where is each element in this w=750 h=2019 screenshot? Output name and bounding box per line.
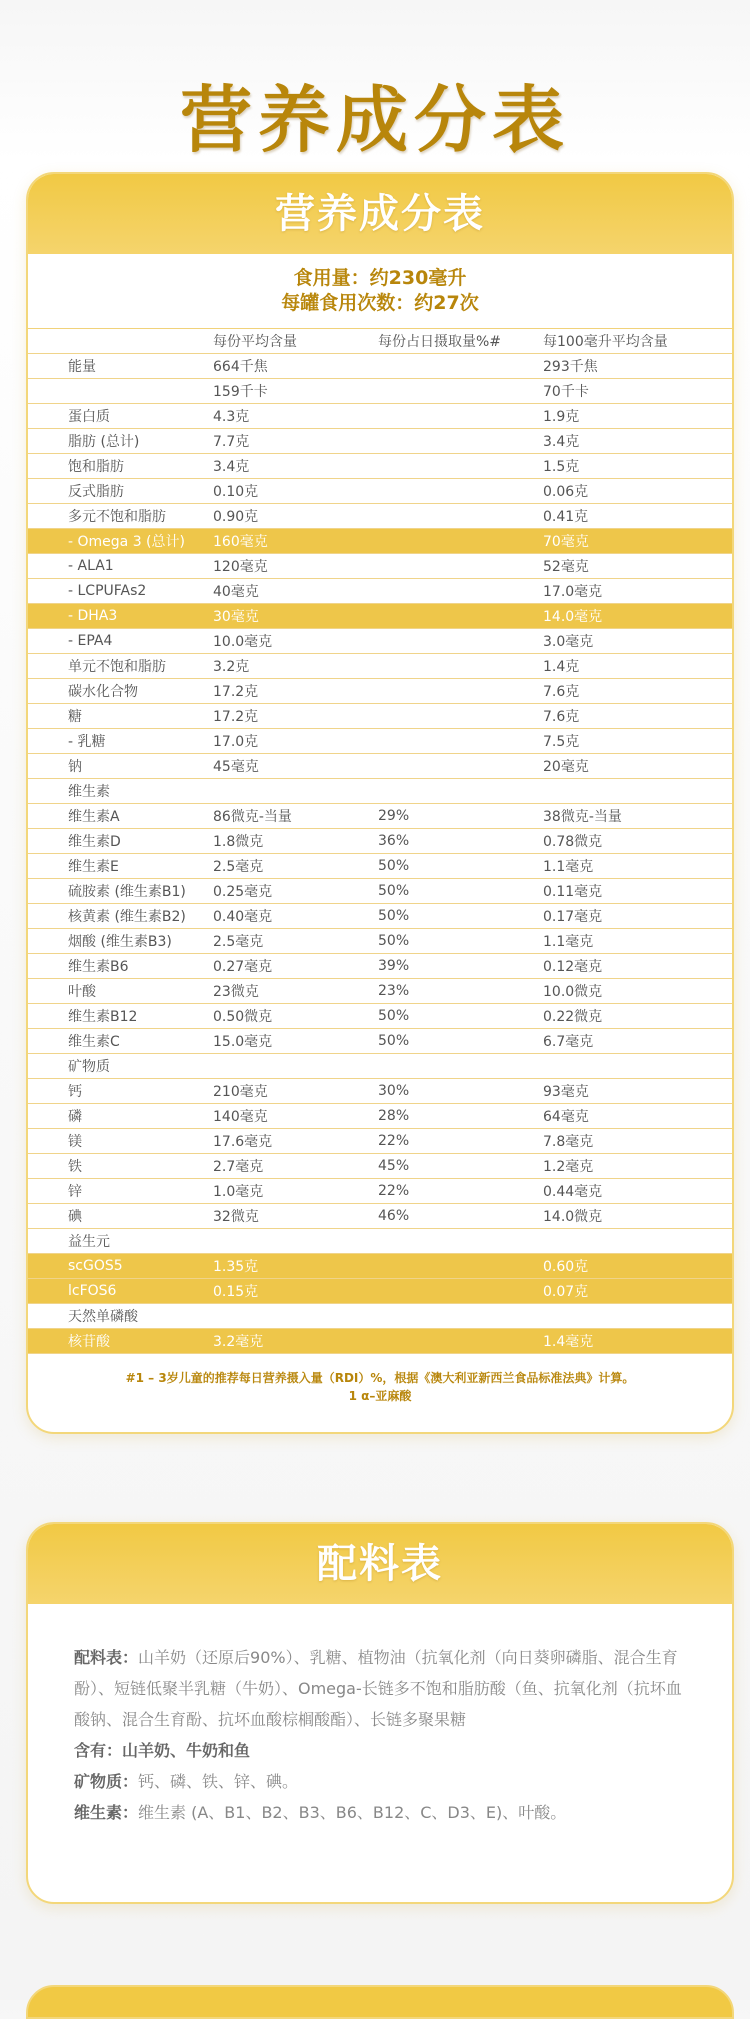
column-header-per-100ml: 每100毫升平均含量: [543, 329, 732, 354]
table-row: [28, 1154, 732, 1179]
per-serving-value: 3.2克: [213, 654, 378, 679]
table-row: [28, 1129, 732, 1154]
nutrient-name: 天然单磷酸: [28, 1304, 213, 1329]
per-100ml-value: 0.12毫克: [543, 954, 732, 979]
ingredients-card: [26, 1522, 734, 1904]
per-100ml-value: 1.5克: [543, 454, 732, 479]
ingredients-paragraph: [74, 1642, 686, 1735]
rdi-value: 22%: [378, 1179, 543, 1204]
rdi-value: 30%: [378, 1079, 543, 1104]
nutrient-name: 脂肪 (总计): [28, 429, 213, 454]
table-row: [28, 554, 732, 579]
contains-text: 山羊奶、牛奶和鱼: [122, 1741, 251, 1760]
table-row: [28, 629, 732, 654]
per-serving-value: 210毫克: [213, 1079, 378, 1104]
per-100ml-value: 10.0微克: [543, 979, 732, 1004]
page-title: 营养成分表: [179, 78, 570, 162]
nutrient-name: 反式脂肪: [28, 479, 213, 504]
ingredients-label: 配料表：: [74, 1648, 139, 1667]
nutrient-name: 糖: [28, 704, 213, 729]
rdi-value: [378, 454, 543, 479]
per-100ml-value: 7.6克: [543, 679, 732, 704]
nutrient-name: 维生素: [28, 779, 213, 804]
per-100ml-value: 0.07克: [543, 1279, 732, 1304]
per-serving-value: 0.50微克: [213, 1004, 378, 1029]
rdi-value: 50%: [378, 879, 543, 904]
table-row: [28, 854, 732, 879]
per-100ml-value: 7.6克: [543, 704, 732, 729]
per-serving-value: 17.0克: [213, 729, 378, 754]
table-row: [28, 354, 732, 379]
rdi-value: [378, 779, 543, 804]
nutrient-name: scGOS5: [28, 1254, 213, 1279]
table-row: [28, 1054, 732, 1079]
rdi-value: 50%: [378, 1004, 543, 1029]
nutrient-name: 叶酸: [28, 979, 213, 1004]
per-serving-value: 0.90克: [213, 504, 378, 529]
table-row: [28, 1279, 732, 1304]
per-100ml-value: 17.0毫克: [543, 579, 732, 604]
per-serving-value: 1.8微克: [213, 829, 378, 854]
nutrient-name: 铁: [28, 1154, 213, 1179]
nutrient-name: 蛋白质: [28, 404, 213, 429]
rdi-value: 39%: [378, 954, 543, 979]
nutrition-card-heading: 营养成分表: [28, 174, 732, 254]
nutrition-card: [26, 172, 734, 1434]
rdi-value: 36%: [378, 829, 543, 854]
rdi-value: [378, 1054, 543, 1079]
table-row: [28, 804, 732, 829]
per-serving-value: 3.2毫克: [213, 1329, 378, 1354]
per-serving-value: 120毫克: [213, 554, 378, 579]
contains-line: [74, 1735, 686, 1766]
rdi-value: [378, 1329, 543, 1354]
per-serving-value: [213, 1304, 378, 1329]
rdi-value: [378, 604, 543, 629]
table-row: [28, 404, 732, 429]
nutrient-name: - 乳糖: [28, 729, 213, 754]
rdi-value: [378, 729, 543, 754]
rdi-value: [378, 379, 543, 404]
nutrient-name: 烟酸 (维生素B3): [28, 929, 213, 954]
per-serving-value: 4.3克: [213, 404, 378, 429]
nutrient-name: 碘: [28, 1204, 213, 1229]
rdi-value: [378, 629, 543, 654]
per-100ml-value: 14.0微克: [543, 1204, 732, 1229]
per-serving-value: 30毫克: [213, 604, 378, 629]
per-100ml-value: 0.41克: [543, 504, 732, 529]
per-100ml-value: 0.06克: [543, 479, 732, 504]
table-row: [28, 429, 732, 454]
per-100ml-value: 0.78微克: [543, 829, 732, 854]
table-row: [28, 1104, 732, 1129]
rdi-value: [378, 654, 543, 679]
table-row: [28, 1229, 732, 1254]
table-row: [28, 1004, 732, 1029]
table-row: [28, 879, 732, 904]
per-100ml-value: 3.0毫克: [543, 629, 732, 654]
per-serving-value: 0.40毫克: [213, 904, 378, 929]
nutrient-name: 锌: [28, 1179, 213, 1204]
per-100ml-value: 1.9克: [543, 404, 732, 429]
rdi-value: [378, 1304, 543, 1329]
per-serving-value: 664千焦: [213, 354, 378, 379]
rdi-value: [378, 1279, 543, 1304]
per-serving-value: 1.0毫克: [213, 1179, 378, 1204]
per-serving-value: 1.35克: [213, 1254, 378, 1279]
nutrient-name: 维生素A: [28, 804, 213, 829]
table-row: [28, 729, 732, 754]
table-row: [28, 704, 732, 729]
rdi-value: 50%: [378, 929, 543, 954]
per-100ml-value: [543, 1054, 732, 1079]
per-100ml-value: 64毫克: [543, 1104, 732, 1129]
rdi-value: 23%: [378, 979, 543, 1004]
per-serving-value: 0.27毫克: [213, 954, 378, 979]
per-100ml-value: 70毫克: [543, 529, 732, 554]
table-row: [28, 529, 732, 554]
table-row: [28, 454, 732, 479]
per-serving-value: 32微克: [213, 1204, 378, 1229]
vitamins-text: 维生素 (A、B1、B2、B3、B6、B12、C、D3、E)、叶酸。: [138, 1803, 567, 1822]
rdi-value: [378, 479, 543, 504]
per-100ml-value: [543, 1304, 732, 1329]
ingredients-body: [28, 1604, 732, 1828]
rdi-value: [378, 554, 543, 579]
per-100ml-value: [543, 1229, 732, 1254]
per-serving-value: 2.7毫克: [213, 1154, 378, 1179]
per-serving-value: 40毫克: [213, 579, 378, 604]
rdi-value: [378, 504, 543, 529]
rdi-value: 50%: [378, 1029, 543, 1054]
per-serving-value: 2.5毫克: [213, 854, 378, 879]
per-serving-value: 0.10克: [213, 479, 378, 504]
table-header-row: [28, 329, 732, 354]
nutrient-name: [28, 379, 213, 404]
nutrient-name: 维生素B6: [28, 954, 213, 979]
per-100ml-value: 7.8毫克: [543, 1129, 732, 1154]
per-serving-value: 23微克: [213, 979, 378, 1004]
rdi-value: [378, 354, 543, 379]
per-100ml-value: 70千卡: [543, 379, 732, 404]
per-serving-value: 15.0毫克: [213, 1029, 378, 1054]
per-serving-value: 17.6毫克: [213, 1129, 378, 1154]
per-serving-value: 17.2克: [213, 704, 378, 729]
table-row: [28, 379, 732, 404]
nutrient-name: - LCPUFAs2: [28, 579, 213, 604]
per-100ml-value: 1.2毫克: [543, 1154, 732, 1179]
per-100ml-value: 1.1毫克: [543, 854, 732, 879]
per-serving-value: 0.15克: [213, 1279, 378, 1304]
table-row: [28, 1204, 732, 1229]
per-serving-value: 2.5毫克: [213, 929, 378, 954]
nutrient-name: 核黄素 (维生素B2): [28, 904, 213, 929]
footnote-ala: 1 α–亚麻酸: [348, 1389, 412, 1403]
table-row: [28, 579, 732, 604]
ingredients-text: 山羊奶（还原后90%）、乳糖、植物油（抗氧化剂（向日葵卵磷脂、混合生育酚）、短链低聚半乳糖（牛奶）、Omega-长链多不饱和脂肪酸（鱼、抗氧化剂（抗坏血酸钠、混合生育酚、抗坏血酸棕榈酸酯）、长链多聚果糖: [74, 1648, 682, 1729]
table-row: [28, 979, 732, 1004]
rdi-value: 50%: [378, 904, 543, 929]
next-section-header: [26, 1985, 734, 2019]
per-100ml-value: [543, 779, 732, 804]
nutrient-name: 钠: [28, 754, 213, 779]
per-serving-value: 159千卡: [213, 379, 378, 404]
per-100ml-value: 1.1毫克: [543, 929, 732, 954]
nutrient-name: lcFOS6: [28, 1279, 213, 1304]
rdi-value: 50%: [378, 854, 543, 879]
table-row: [28, 679, 732, 704]
nutrient-name: 维生素D: [28, 829, 213, 854]
nutrient-name: - EPA4: [28, 629, 213, 654]
per-100ml-value: 52毫克: [543, 554, 732, 579]
per-serving-value: 0.25毫克: [213, 879, 378, 904]
per-serving-value: [213, 1054, 378, 1079]
nutrient-name: 硫胺素 (维生素B1): [28, 879, 213, 904]
table-row: [28, 1329, 732, 1354]
table-row: [28, 479, 732, 504]
rdi-value: [378, 704, 543, 729]
serving-info: [28, 254, 732, 329]
column-header-per-serving: 每份平均含量: [213, 329, 378, 354]
table-row: [28, 1304, 732, 1329]
nutrition-table: [28, 329, 732, 1354]
nutrient-name: 益生元: [28, 1229, 213, 1254]
contains-label: 含有：: [74, 1741, 123, 1760]
minerals-text: 钙、磷、铁、锌、碘。: [138, 1772, 299, 1791]
table-row: [28, 504, 732, 529]
nutrient-name: 饱和脂肪: [28, 454, 213, 479]
per-100ml-value: 1.4毫克: [543, 1329, 732, 1354]
rdi-value: 46%: [378, 1204, 543, 1229]
nutrient-name: - DHA3: [28, 604, 213, 629]
ingredients-card-heading: 配料表: [28, 1524, 732, 1604]
rdi-value: [378, 679, 543, 704]
per-100ml-value: 293千焦: [543, 354, 732, 379]
nutrient-name: 维生素C: [28, 1029, 213, 1054]
nutrient-name: 磷: [28, 1104, 213, 1129]
nutrient-name: - ALA1: [28, 554, 213, 579]
rdi-value: 29%: [378, 804, 543, 829]
rdi-value: [378, 754, 543, 779]
per-100ml-value: 0.11毫克: [543, 879, 732, 904]
serving-size: 食用量：约230毫升: [293, 267, 467, 289]
per-serving-value: 86微克-当量: [213, 804, 378, 829]
nutrient-name: 核苷酸: [28, 1329, 213, 1354]
rdi-value: [378, 529, 543, 554]
table-row: [28, 604, 732, 629]
per-serving-value: [213, 779, 378, 804]
table-row: [28, 829, 732, 854]
servings-per-can: 每罐食用次数：约27次: [281, 292, 479, 314]
table-row: [28, 904, 732, 929]
per-serving-value: 3.4克: [213, 454, 378, 479]
per-serving-value: 17.2克: [213, 679, 378, 704]
per-serving-value: 7.7克: [213, 429, 378, 454]
per-serving-value: 160毫克: [213, 529, 378, 554]
vitamins-label: 维生素：: [74, 1803, 139, 1822]
table-row: [28, 754, 732, 779]
nutrient-name: 维生素B12: [28, 1004, 213, 1029]
rdi-value: [378, 1254, 543, 1279]
nutrient-name: 镁: [28, 1129, 213, 1154]
minerals-line: [74, 1766, 686, 1797]
nutrient-name: 维生素E: [28, 854, 213, 879]
table-row: [28, 1079, 732, 1104]
table-row: [28, 929, 732, 954]
nutrient-name: 矿物质: [28, 1054, 213, 1079]
footnote: [28, 1354, 732, 1405]
rdi-value: 45%: [378, 1154, 543, 1179]
per-100ml-value: 6.7毫克: [543, 1029, 732, 1054]
nutrient-name: 钙: [28, 1079, 213, 1104]
nutrient-name: 碳水化合物: [28, 679, 213, 704]
per-100ml-value: 0.44毫克: [543, 1179, 732, 1204]
per-100ml-value: 0.22微克: [543, 1004, 732, 1029]
per-serving-value: 45毫克: [213, 754, 378, 779]
rdi-value: [378, 429, 543, 454]
rdi-value: [378, 1229, 543, 1254]
per-100ml-value: 7.5克: [543, 729, 732, 754]
per-100ml-value: 20毫克: [543, 754, 732, 779]
per-serving-value: 10.0毫克: [213, 629, 378, 654]
column-header-nutrient: [28, 329, 213, 354]
table-row: [28, 654, 732, 679]
per-100ml-value: 93毫克: [543, 1079, 732, 1104]
table-row: [28, 1179, 732, 1204]
rdi-value: [378, 404, 543, 429]
table-row: [28, 1254, 732, 1279]
nutrient-name: - Omega 3 (总计): [28, 529, 213, 554]
table-row: [28, 779, 732, 804]
per-100ml-value: 0.60克: [543, 1254, 732, 1279]
per-100ml-value: 3.4克: [543, 429, 732, 454]
per-100ml-value: 14.0毫克: [543, 604, 732, 629]
table-row: [28, 954, 732, 979]
nutrient-name: 多元不饱和脂肪: [28, 504, 213, 529]
per-100ml-value: 1.4克: [543, 654, 732, 679]
rdi-value: 22%: [378, 1129, 543, 1154]
per-100ml-value: 38微克-当量: [543, 804, 732, 829]
footnote-rdi: #1 – 3岁儿童的推荐每日营养摄入量（RDI）%，根据《澳大利亚新西兰食品标准法典》计算。: [125, 1371, 635, 1385]
nutrient-name: 能量: [28, 354, 213, 379]
per-100ml-value: 0.17毫克: [543, 904, 732, 929]
minerals-label: 矿物质：: [74, 1772, 139, 1791]
table-row: [28, 1029, 732, 1054]
per-serving-value: [213, 1229, 378, 1254]
rdi-value: 28%: [378, 1104, 543, 1129]
vitamins-line: [74, 1797, 686, 1828]
nutrition-table-body: [28, 354, 732, 1354]
rdi-value: [378, 579, 543, 604]
nutrient-name: 单元不饱和脂肪: [28, 654, 213, 679]
per-serving-value: 140毫克: [213, 1104, 378, 1129]
column-header-rdi: 每份占日摄取量%#: [378, 329, 543, 354]
